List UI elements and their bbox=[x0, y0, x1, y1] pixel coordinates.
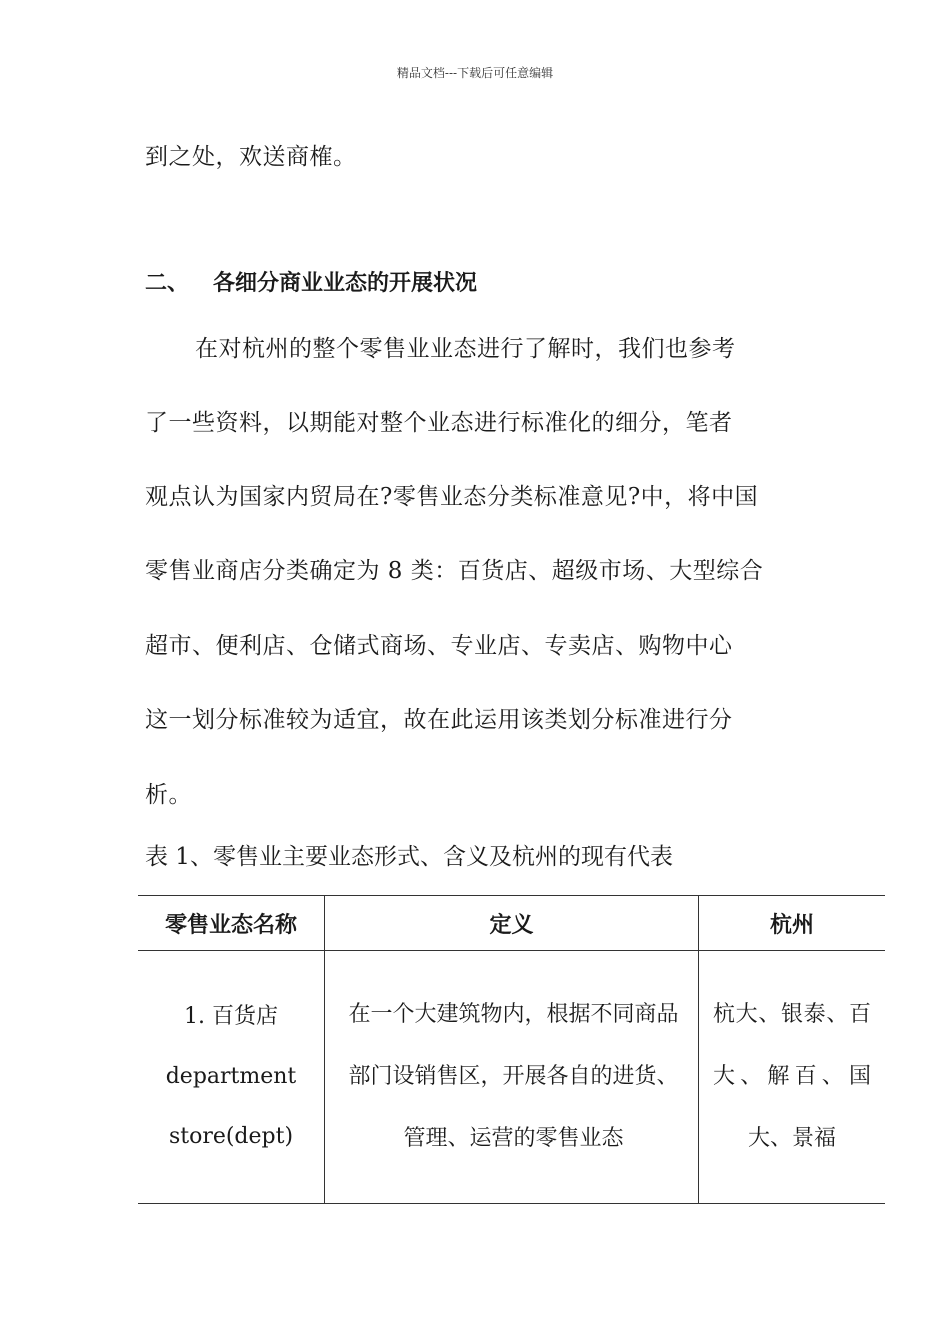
paragraph-line: 在对杭州的整个零售业业态进行了解时，我们也参考 bbox=[195, 336, 736, 362]
paragraph-line: 了一些资料，以期能对整个业态进行标准化的细分，笔者 bbox=[145, 410, 733, 436]
page-header: 精品文档---下载后可任意编辑 bbox=[396, 66, 554, 80]
format-name-line: 1. 百货店 bbox=[184, 1004, 278, 1029]
paragraph-line: 析。 bbox=[145, 782, 192, 808]
paragraph-line: 这一划分标准较为适宜，故在此运用该类划分标准进行分 bbox=[145, 707, 733, 733]
paragraph-line: 零售业商店分类确定为 8 类：百货店、超级市场、大型综合 bbox=[145, 558, 764, 584]
table-caption: 表 1、零售业主要业态形式、含义及杭州的现有代表 bbox=[145, 844, 673, 870]
paragraph-line: 超市、便利店、仓储式商场、专业店、专卖店、购物中心 bbox=[145, 633, 733, 659]
header-hangzhou: 杭州 bbox=[699, 896, 886, 951]
retail-format-table bbox=[138, 895, 885, 1204]
hangzhou-examples: 杭大、银泰、百大、解百、国大、景福 bbox=[713, 1002, 871, 1151]
cell-format-name bbox=[138, 951, 325, 1204]
table-header-row bbox=[138, 896, 885, 951]
table-row bbox=[138, 951, 885, 1204]
section-heading bbox=[145, 266, 477, 297]
cell-definition: 在一个大建筑物内，根据不同商品部门设销售区，开展各自的进货、管理、运营的零售业态 bbox=[325, 951, 699, 1204]
continued-line: 到之处，欢送商榷。 bbox=[145, 144, 357, 170]
cell-hangzhou bbox=[699, 951, 886, 1204]
paragraph-line: 观点认为国家内贸局在?零售业态分类标准意见?中，将中国 bbox=[145, 484, 759, 510]
section-title: 各细分商业业态的开展状况 bbox=[213, 271, 478, 296]
header-definition: 定义 bbox=[325, 896, 699, 951]
section-number: 二、 bbox=[145, 271, 190, 296]
format-name-line: store(dept) bbox=[168, 1124, 294, 1149]
header-format-name: 零售业态名称 bbox=[138, 896, 325, 951]
format-name-line: department bbox=[165, 1064, 297, 1089]
